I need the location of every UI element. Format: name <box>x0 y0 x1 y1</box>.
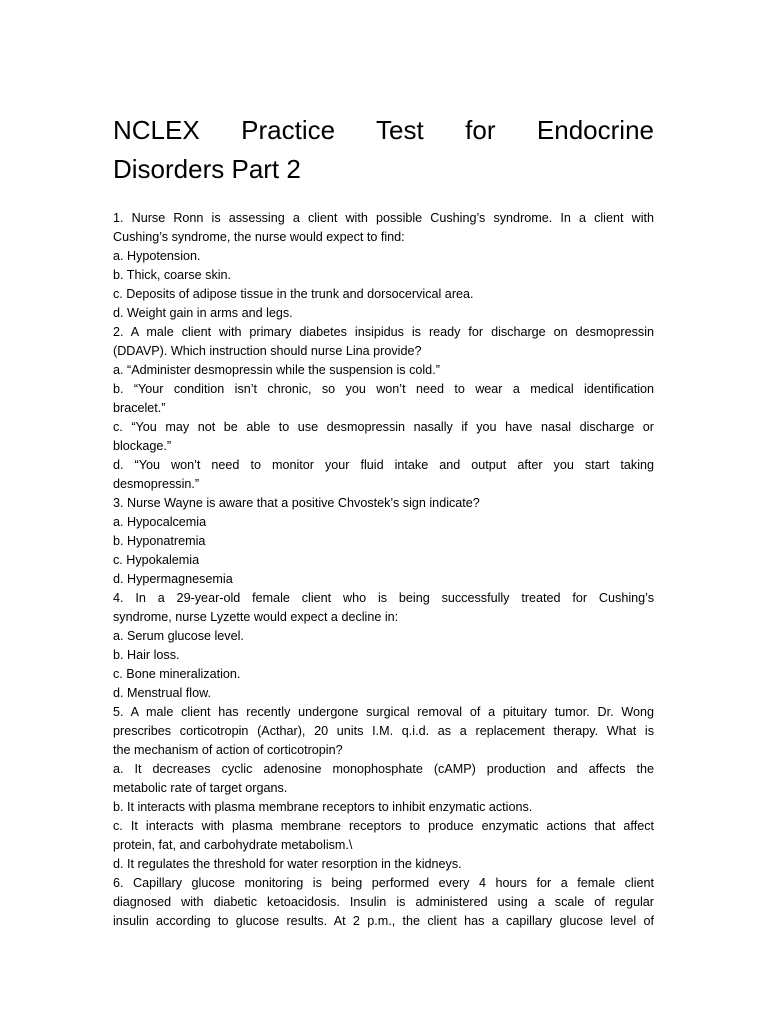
text-line: metabolic rate of target organs. <box>113 781 288 795</box>
text-line: a. It decreases cyclic adenosine monophosphate (cAMP) production and affects the <box>113 762 654 776</box>
text-line: a. Hypotension. <box>113 249 201 263</box>
text-line: b. “Your condition isn’t chronic, so you won’t need to wear a medical identification <box>113 382 654 396</box>
text-line: insulin according to glucose results. At 2 p.m., the client has a capillary glucose level of <box>113 914 654 928</box>
text-line: diagnosed with diabetic ketoacidosis. Insulin is administered using a scale of regular <box>113 895 654 909</box>
text-line: c. Hypokalemia <box>113 553 200 567</box>
text-line: c. Deposits of adipose tissue in the trunk and dorsocervical area. <box>113 287 474 301</box>
text-line: d. Menstrual flow. <box>113 686 211 700</box>
document-title: NCLEX Practice Test for Endocrine Disorders Part 2 <box>113 115 654 184</box>
text-line: b. It interacts with plasma membrane receptors to inhibit enzymatic actions. <box>113 800 533 814</box>
document-body <box>113 209 654 931</box>
text-line: b. Hair loss. <box>113 648 180 662</box>
text-line: syndrome, nurse Lyzette would expect a decline in: <box>113 610 399 624</box>
text-line: Cushing’s syndrome, the nurse would expect to find: <box>113 230 405 244</box>
text-line: d. Weight gain in arms and legs. <box>113 306 293 320</box>
text-line: c. It interacts with plasma membrane receptors to produce enzymatic actions that affect <box>113 819 654 833</box>
document-page <box>113 0 654 1024</box>
text-line: 1. Nurse Ronn is assessing a client with possible Cushing’s syndrome. In a client with <box>113 211 654 225</box>
text-line: desmopressin.” <box>113 477 200 491</box>
text-line: prescribes corticotropin (Acthar), 20 units I.M. q.i.d. as a replacement therapy. What is <box>113 724 654 738</box>
text-line: a. Hypocalcemia <box>113 515 207 529</box>
text-line: 5. A male client has recently undergone surgical removal of a pituitary tumor. Dr. Wong <box>113 705 654 719</box>
text-line: a. “Administer desmopressin while the suspension is cold.” <box>113 363 440 377</box>
text-line: c. Bone mineralization. <box>113 667 241 681</box>
text-line: blockage.” <box>113 439 172 453</box>
text-line: bracelet.” <box>113 401 166 415</box>
text-line: d. It regulates the threshold for water resorption in the kidneys. <box>113 857 462 871</box>
text-line: b. Thick, coarse skin. <box>113 268 232 282</box>
text-line: 2. A male client with primary diabetes insipidus is ready for discharge on desmopressin <box>113 325 654 339</box>
text-line: d. Hypermagnesemia <box>113 572 233 586</box>
text-line: c. “You may not be able to use desmopressin nasally if you have nasal discharge or <box>113 420 654 434</box>
text-line: 6. Capillary glucose monitoring is being performed every 4 hours for a female client <box>113 876 654 890</box>
text-line: 4. In a 29-year-old female client who is being successfully treated for Cushing’s <box>113 591 654 605</box>
text-line: 3. Nurse Wayne is aware that a positive Chvostek’s sign indicate? <box>113 496 480 510</box>
text-line: d. “You won’t need to monitor your fluid intake and output after you start taking <box>113 458 654 472</box>
text-line: a. Serum glucose level. <box>113 629 244 643</box>
text-line: the mechanism of action of corticotropin? <box>113 743 343 757</box>
text-line: protein, fat, and carbohydrate metabolism.\ <box>113 838 353 852</box>
text-line: b. Hyponatremia <box>113 534 206 548</box>
text-line: (DDAVP). Which instruction should nurse Lina provide? <box>113 344 422 358</box>
